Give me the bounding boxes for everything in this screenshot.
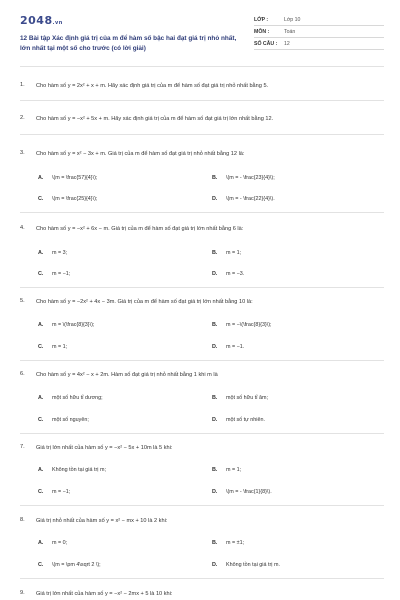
option-c[interactable] [38, 196, 97, 202]
option-letter: C. [38, 271, 44, 277]
option-c[interactable] [38, 271, 70, 277]
divider [20, 433, 384, 434]
option-text: m = 1; [226, 467, 242, 473]
meta-label: LỚP : [254, 16, 269, 23]
option-letter: D. [212, 417, 218, 423]
question-number: 7. [20, 444, 25, 450]
option-text: m = ±1; [226, 540, 245, 546]
option-letter: D. [212, 344, 218, 350]
question-number: 8. [20, 517, 25, 523]
question-text: Cho hàm số y = −x² + 5x + m. Hãy xác định giá trị của m để hàm số đạt giá trị lớn nhất bằng 12. [36, 116, 274, 122]
divider [20, 212, 384, 213]
meta-row-count [254, 38, 384, 50]
option-letter: C. [38, 562, 44, 568]
question-number: 9. [20, 590, 25, 596]
question-text: Cho hàm số y = 4x² − x + 2m. Hàm số đạt giá trị nhỏ nhất bằng 1 khi m là [36, 372, 218, 378]
option-letter: B. [212, 467, 218, 473]
option-b[interactable] [212, 250, 241, 256]
question-number: 2. [20, 115, 25, 121]
question-text: Giá trị nhỏ nhất của hàm số y = x² − mx + 10 là 2 khi: [36, 518, 168, 524]
option-letter: C. [38, 196, 44, 202]
option-d[interactable] [212, 489, 272, 495]
option-b[interactable] [212, 395, 268, 401]
option-letter: A. [38, 467, 44, 473]
option-text: Không tồn tại giá trị m; [52, 467, 106, 473]
question-number: 6. [20, 371, 25, 377]
option-a[interactable] [38, 175, 97, 181]
question-text: Cho hàm số y = 2x² + x + m. Hãy xác định giá trị của m để hàm số đạt giá trị nhỏ nhất bằng 5. [36, 83, 269, 89]
meta-label: SỐ CÂU : [254, 40, 278, 47]
meta-value: Lớp 10 [284, 16, 301, 23]
option-a[interactable] [38, 395, 103, 401]
option-text: \(m = \pm 4\sqrt 2 \); [52, 562, 101, 568]
option-letter: C. [38, 344, 44, 350]
meta-value: 12 [284, 40, 290, 47]
divider [20, 360, 384, 361]
option-letter: A. [38, 395, 44, 401]
option-text: m = −\(\frac{8}{3}\); [226, 322, 272, 328]
option-a[interactable] [38, 540, 67, 546]
question-text: Cho hàm số y = −x² + 6x − m. Giá trị của m để hàm số đạt giá trị lớn nhất bằng 6 là: [36, 226, 244, 232]
option-text: m = 0; [52, 540, 68, 546]
option-text: \(m = - \frac{23}{4}\); [226, 175, 275, 181]
option-d[interactable] [212, 417, 265, 423]
option-text: một số hữu tỉ âm; [226, 395, 268, 401]
option-b[interactable] [212, 175, 275, 181]
option-text: \(m = - \frac{22}{4}\). [226, 196, 275, 202]
option-text: m = −3. [226, 271, 245, 277]
question-number: 1. [20, 82, 25, 88]
option-text: m = 1; [226, 250, 242, 256]
option-c[interactable] [38, 344, 67, 350]
option-a[interactable] [38, 467, 106, 473]
question-text: Cho hàm số y = x² − 3x + m. Giá trị của m để hàm số đạt giá trị nhỏ nhất bằng 12 là: [36, 151, 245, 157]
option-c[interactable] [38, 562, 101, 568]
option-d[interactable] [212, 562, 280, 568]
option-letter: B. [212, 175, 218, 181]
option-letter: B. [212, 250, 218, 256]
option-text: \(m = - \frac{1}{8}\). [226, 489, 272, 495]
option-letter: C. [38, 417, 44, 423]
option-letter: D. [212, 489, 218, 495]
logo-suffix: .vn [52, 20, 63, 26]
option-text: \(m = \frac{25}{4}\); [52, 196, 98, 202]
question-number: 3. [20, 150, 25, 156]
option-text: m = −1; [52, 271, 71, 277]
meta-value: Toán [284, 28, 296, 35]
divider [20, 134, 384, 135]
option-text: m = −1. [226, 344, 245, 350]
divider [20, 287, 384, 288]
option-letter: A. [38, 175, 44, 181]
option-d[interactable] [212, 344, 244, 350]
option-letter: B. [212, 395, 218, 401]
option-letter: A. [38, 250, 44, 256]
option-letter: B. [212, 322, 218, 328]
option-a[interactable] [38, 322, 94, 328]
option-letter: D. [212, 562, 218, 568]
option-c[interactable] [38, 489, 70, 495]
option-d[interactable] [212, 196, 275, 202]
question-text: Giá trị lớn nhất của hàm số y = −x² − 2mx + 5 là 10 khi: [36, 591, 173, 597]
divider [20, 505, 384, 506]
divider [20, 66, 384, 67]
option-b[interactable] [212, 322, 272, 328]
meta-row-class [254, 14, 384, 26]
option-letter: B. [212, 540, 218, 546]
option-text: một số tự nhiên. [226, 417, 265, 423]
question-number: 4. [20, 225, 25, 231]
option-text: Không tồn tại giá trị m. [226, 562, 280, 568]
option-letter: A. [38, 322, 44, 328]
option-letter: A. [38, 540, 44, 546]
meta-row-subject [254, 26, 384, 38]
divider [20, 100, 384, 101]
option-text: \(m = \frac{57}{4}\); [52, 175, 98, 181]
question-text: Cho hàm số y = −2x² + 4x − 3m. Giá trị của m để hàm số đạt giá trị lớn nhất bằng 10 là: [36, 299, 253, 305]
option-text: một số nguyên; [52, 417, 89, 423]
option-letter: D. [212, 271, 218, 277]
option-letter: C. [38, 489, 44, 495]
question-number: 5. [20, 298, 25, 304]
option-c[interactable] [38, 417, 89, 423]
option-text: m = −1; [52, 489, 71, 495]
meta-info [254, 14, 384, 50]
option-a[interactable] [38, 250, 67, 256]
document-title: 12 Bài tập Xác định giá trị của m để hàm số bậc hai đạt giá trị nhỏ nhất, lớn nhất tại một số cho trước (có lời giải) [20, 35, 237, 52]
option-b[interactable] [212, 467, 241, 473]
logo-text: 2048 [20, 14, 53, 27]
option-text: m = \(\frac{8}{3}\); [52, 322, 95, 328]
option-b[interactable] [212, 540, 244, 546]
divider [20, 578, 384, 579]
option-d[interactable] [212, 271, 244, 277]
option-text: m = 3; [52, 250, 68, 256]
meta-label: MÔN : [254, 28, 270, 35]
site-logo[interactable] [20, 14, 63, 27]
option-letter: D. [212, 196, 218, 202]
option-text: một số hữu tỉ dương; [52, 395, 103, 401]
question-text: Giá trị lớn nhất của hàm số y = −x² − 5x + 10m là 5 khi: [36, 445, 173, 451]
option-text: m = 1; [52, 344, 68, 350]
